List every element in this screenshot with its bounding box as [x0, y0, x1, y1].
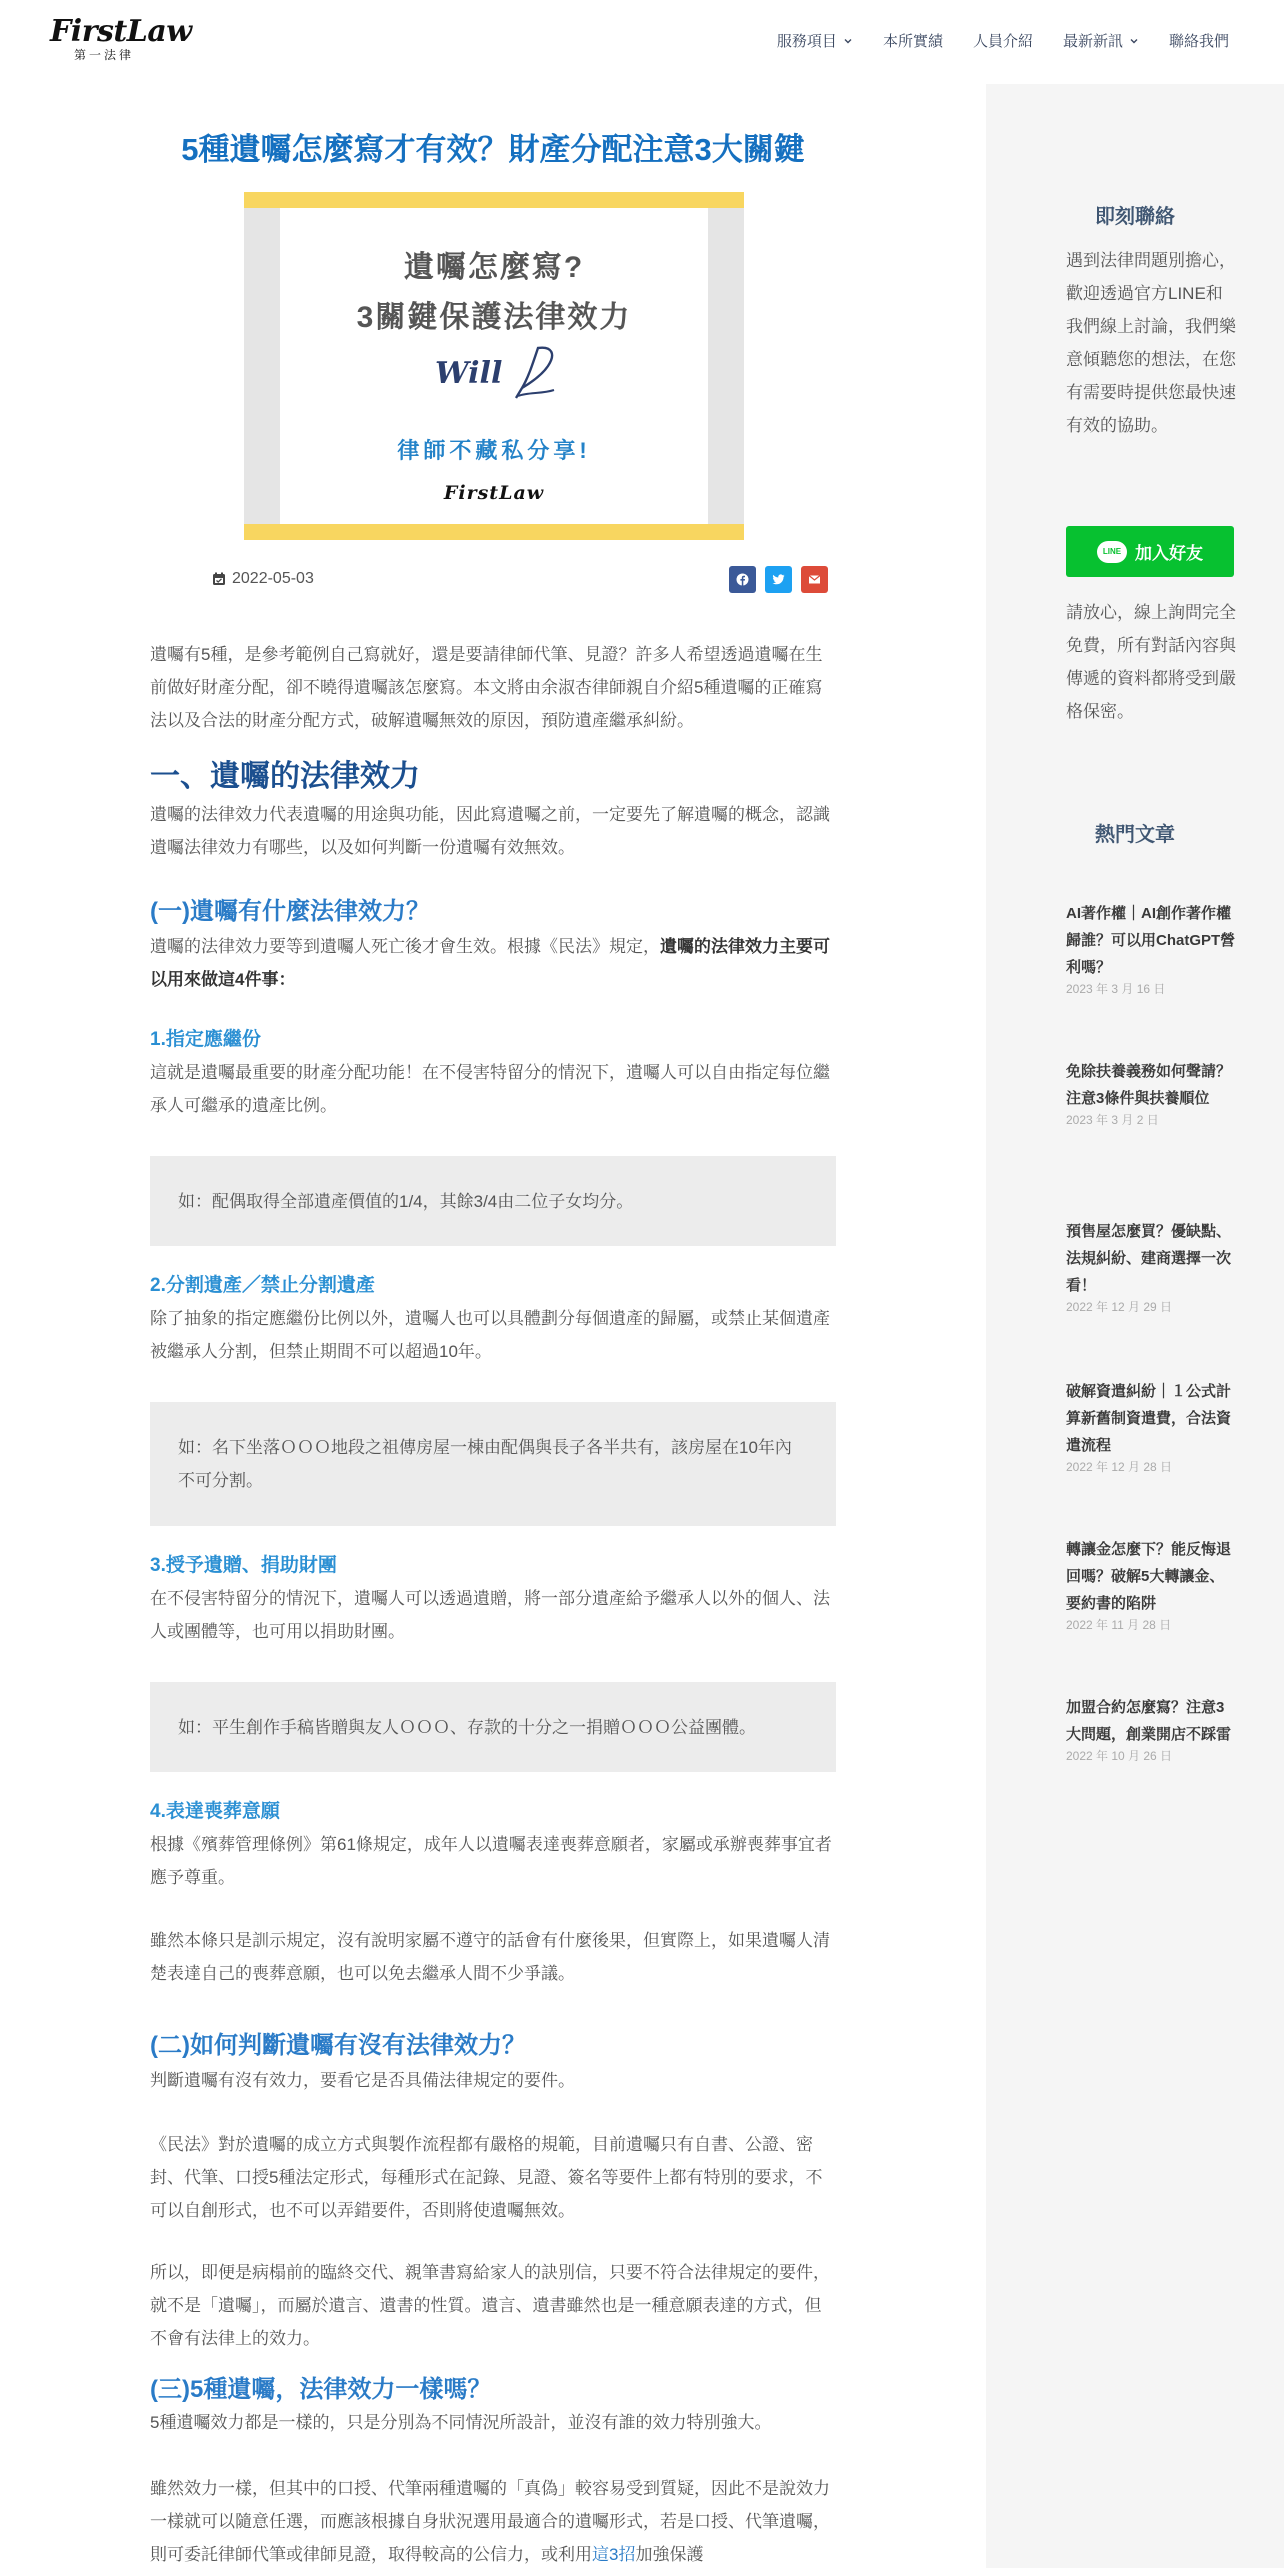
- hero-image: [244, 192, 744, 540]
- popular-post[interactable]: [1066, 1536, 1236, 1633]
- article-title: 5種遺囑怎麼寫才有效？財產分配注意3大關鍵: [181, 132, 805, 167]
- popular-posts-title: 熱門文章: [1095, 824, 1175, 846]
- paragraph-2-text: 遺囑的法律效力要等到遺囑人死亡後才會生效。根據《民法》規定，: [150, 937, 660, 956]
- nav-contact[interactable]: [1169, 30, 1229, 51]
- hero-line-3: 律師不藏私分享!: [397, 438, 591, 463]
- facebook-icon: [736, 573, 749, 586]
- item-heading-3: 3.授予遺贈、捐助財團: [150, 1555, 337, 1576]
- paragraph-10: 所以，即便是病榻前的臨終交代、親筆書寫給家人的訣別信，只要不符合法律規定的要件，就不是「遺囑」，而屬於遺言、遺書的性質。遺言、遺書雖然也是一種意願表達的方式，但不會有法律上的效力。: [150, 2263, 830, 2348]
- nav-news-label: 最新新訊: [1062, 33, 1123, 50]
- line-add-friend-label: 加入好友: [1135, 544, 1203, 563]
- logo-main-text: FirstLaw: [50, 14, 192, 49]
- privacy-text: 請放心，線上詢問完全免費，所有對話內容與傳遞的資料都將受到嚴格保密。: [1066, 603, 1236, 721]
- example-box-1: [150, 1156, 836, 1246]
- popular-post-date: 2023 年 3 月 16 日: [1066, 982, 1166, 996]
- example-box-2: [150, 1402, 836, 1526]
- post-date: [212, 570, 314, 588]
- paragraph-1: 遺囑的法律效力代表遺囑的用途與功能，因此寫遺囑之前，一定要先了解遺囑的概念，認識遺囑法律效力有哪些，以及如何判斷一份遺囑有效無效。: [150, 805, 830, 857]
- main-nav: [777, 30, 1229, 51]
- popular-post-title[interactable]: 加盟合約怎麼寫？注意3大問題，創業開店不踩雷: [1066, 1699, 1232, 1743]
- paragraph-3: 這就是遺囑最重要的財產分配功能！在不侵害特留分的情況下，遺囑人可以自由指定每位繼承人可繼承的遺產比例。: [150, 1063, 830, 1115]
- popular-post-date: 2022 年 12 月 28 日: [1066, 1460, 1173, 1474]
- calendar-icon: [212, 572, 226, 586]
- paragraph-12-tail: 加強保護: [635, 2545, 704, 2564]
- popular-post[interactable]: [1066, 1218, 1236, 1315]
- section-heading-1: 一、遺囑的法律效力: [150, 760, 420, 793]
- item-heading-1: 1.指定應繼份: [150, 1029, 261, 1050]
- popular-post[interactable]: [1066, 1694, 1236, 1764]
- popular-post-date: 2022 年 12 月 29 日: [1066, 1300, 1173, 1314]
- line-logo-icon: LINE: [1097, 541, 1127, 563]
- nav-contact-label: 聯絡我們: [1168, 33, 1229, 50]
- paragraph-6: 根據《殯葬管理條例》第61條規定，成年人以遺囑表達喪葬意願者，家屬或承辦喪葬事宜者應予尊重。: [150, 1835, 832, 1887]
- hero-line-2: 3關鍵保護法律效力: [356, 301, 632, 334]
- popular-post[interactable]: [1066, 900, 1236, 997]
- post-date-text: 2022-05-03: [232, 570, 314, 587]
- quill-pen-icon: [508, 344, 558, 400]
- subsection-heading-2: (二)如何判斷遺囑有沒有法律效力？: [150, 2032, 526, 2059]
- site-logo[interactable]: [50, 14, 192, 62]
- item-heading-4: 4.表達喪葬意願: [150, 1801, 280, 1822]
- example-text-2: 如：名下坐落ＯＯＯ地段之祖傳房屋一棟由配偶與長子各半共有，該房屋在10年內不可分割。: [178, 1438, 792, 1490]
- twitter-share-button[interactable]: [765, 566, 792, 593]
- nav-team[interactable]: [973, 30, 1033, 51]
- envelope-icon: [808, 573, 821, 586]
- twitter-icon: [772, 573, 785, 586]
- paragraph-7: 雖然本條只是訓示規定，沒有說明家屬不遵守的話會有什麼後果，但實際上，如果遺囑人清楚表達自己的喪葬意願，也可以免去繼承人間不少爭議。: [150, 1931, 830, 1983]
- hero-will-text: Will: [435, 356, 503, 391]
- nav-services[interactable]: [777, 30, 853, 51]
- email-share-button[interactable]: [801, 566, 828, 593]
- nav-news[interactable]: [1063, 30, 1139, 51]
- chevron-down-icon: [1129, 36, 1139, 46]
- nav-services-label: 服務項目: [776, 33, 837, 50]
- contact-widget-title: 即刻聯絡: [1095, 206, 1175, 228]
- site-header: [0, 0, 1284, 84]
- article-meta: [212, 566, 828, 596]
- logo-sub-text: 第一法律: [73, 48, 134, 62]
- paragraph-11: 5種遺囑效力都是一樣的，只是分別為不同情況所設計，並沒有誰的效力特別強大。: [150, 2413, 772, 2432]
- intro-paragraph: 遺囑有5種，是參考範例自己寫就好，還是要請律師代筆、見證？許多人希望透過遺囑在生前做好財產分配，卻不曉得遺囑該怎麼寫。本文將由余淑杏律師親自介紹5種遺囑的正確寫法以及合法的財產分配方式，破解遺囑無效的原因，預防遺產繼承糾紛。: [150, 645, 823, 730]
- popular-post-date: 2022 年 11 月 28 日: [1066, 1618, 1172, 1632]
- facebook-share-button[interactable]: [729, 566, 756, 593]
- popular-post-title[interactable]: 預售屋怎麼買？優缺點、法規糾紛、建商選擇一次看！: [1066, 1223, 1232, 1294]
- paragraph-12: [150, 2472, 836, 2568]
- contact-widget-text: 遇到法律問題別擔心，歡迎透過官方LINE和我們線上討論，我們樂意傾聽您的想法，在您有需要時提供您最快速有效的協助。: [1066, 251, 1236, 435]
- hero-frame-top: [244, 192, 744, 208]
- paragraph-4: 除了抽象的指定應繼份比例以外，遺囑人也可以具體劃分每個遺產的歸屬，或禁止某個遺產被繼承人分割，但禁止期間不可以超過10年。: [150, 1309, 830, 1361]
- item-heading-2: 2.分割遺產／禁止分割遺產: [150, 1275, 375, 1296]
- paragraph-12-text: 雖然效力一樣，但其中的口授、代筆兩種遺囑的「真偽」較容易受到質疑，因此不是說效力一樣就可以隨意任選，而應該根據自身狀況選用最適合的遺囑形式，若是口授、代筆遺囑，則可委託律師代筆或律師見證，取得較高的公信力，或利用: [150, 2479, 830, 2564]
- sidebar: [986, 84, 1284, 2568]
- paragraph-9: 《民法》對於遺囑的成立方式與製作流程都有嚴格的規範，目前遺囑只有自書、公證、密封、代筆、口授5種法定形式，每種形式在記錄、見證、簽名等要件上都有特別的要求，不可以自創形式，也不可以弄錯要件，否則將使遺囑無效。: [150, 2135, 823, 2220]
- example-box-3: [150, 1682, 836, 1772]
- popular-post-date: 2022 年 10 月 26 日: [1066, 1749, 1173, 1763]
- popular-post-title[interactable]: 轉讓金怎麼下？能反悔退回嗎？破解5大轉讓金、要約書的陷阱: [1066, 1541, 1232, 1612]
- hero-brand: FirstLaw: [443, 482, 545, 504]
- subsection-heading-1: (一)遺囑有什麼法律效力？: [150, 898, 430, 925]
- nav-team-label: 人員介紹: [972, 33, 1033, 50]
- popular-post[interactable]: [1066, 1058, 1236, 1128]
- paragraph-2-bold: 遺囑的法律效力主要可以用來做這4件事：: [150, 937, 830, 989]
- popular-post-title[interactable]: 破解資遣糾紛｜１公式計算新舊制資遣費，合法資遣流程: [1066, 1383, 1232, 1454]
- example-text-1: 如：配偶取得全部遺產價值的1/4，其餘3/4由二位子女均分。: [178, 1191, 634, 1211]
- hero-card: [280, 208, 708, 524]
- hero-line-1: 遺囑怎麼寫?: [403, 251, 585, 284]
- popular-post-date: 2023 年 3 月 2 日: [1066, 1113, 1159, 1127]
- paragraph-12-link[interactable]: 這3招: [592, 2545, 636, 2564]
- example-text-3: 如：平生創作手稿皆贈與友人ＯＯＯ、存款的十分之一捐贈ＯＯＯ公益團體。: [178, 1717, 756, 1737]
- popular-post-title[interactable]: 免除扶養義務如何聲請？注意3條件與扶養順位: [1066, 1063, 1232, 1107]
- share-buttons: [729, 566, 828, 593]
- subsection-heading-3: (三)5種遺囑，法律效力一樣嗎？: [150, 2376, 492, 2403]
- chevron-down-icon: [843, 36, 853, 46]
- paragraph-5: 在不侵害特留分的情況下，遺囑人可以透過遺贈，將一部分遺產給予繼承人以外的個人、法人或團體等，也可用以捐助財團。: [150, 1589, 830, 1641]
- popular-post[interactable]: [1066, 1378, 1236, 1475]
- popular-post-title[interactable]: AI著作權｜AI創作著作權歸誰？可以用ChatGPT營利嗎？: [1066, 905, 1236, 976]
- line-add-friend-button[interactable]: [1066, 526, 1234, 577]
- paragraph-8: 判斷遺囑有沒有效力，要看它是否具備法律規定的要件。: [150, 2071, 575, 2090]
- nav-cases-label: 本所實績: [882, 33, 943, 50]
- nav-cases[interactable]: [883, 30, 943, 51]
- paragraph-2: [150, 930, 836, 996]
